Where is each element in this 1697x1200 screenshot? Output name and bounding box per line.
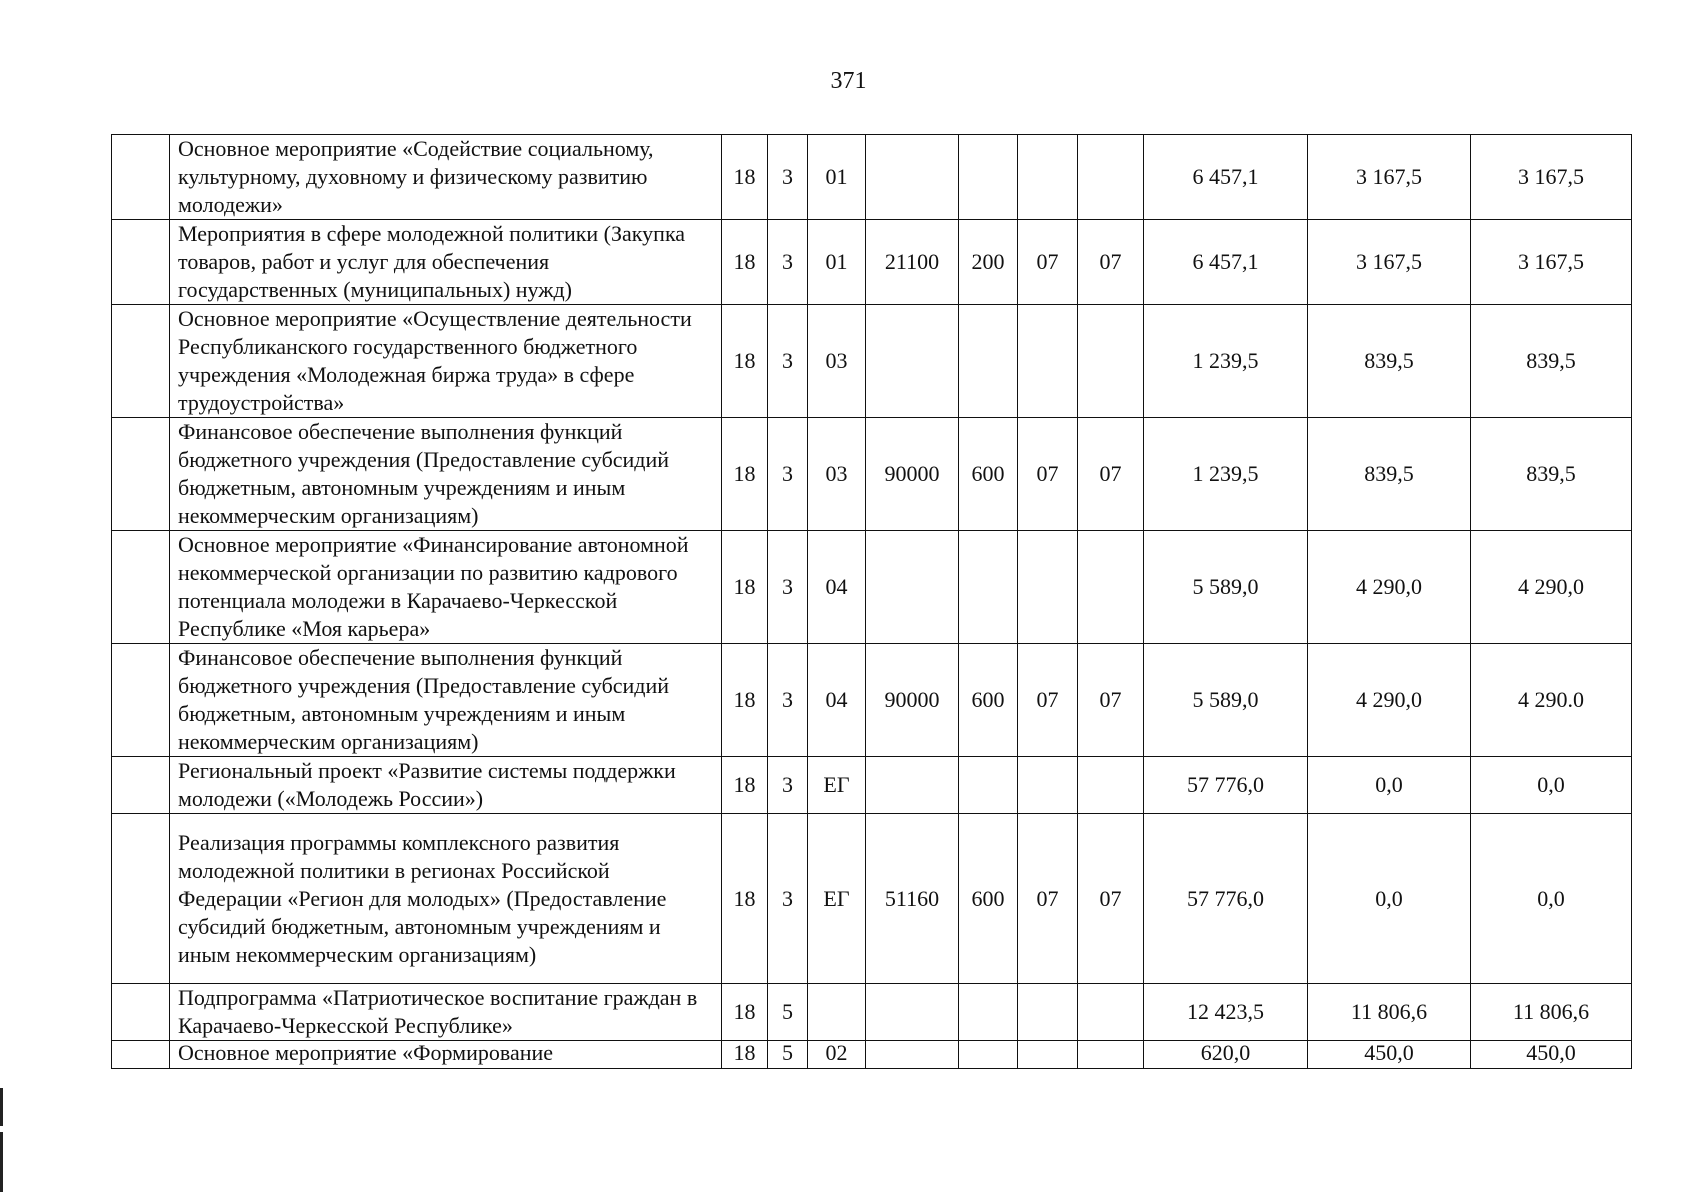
amount-cell: 57 776,0 [1144, 757, 1308, 814]
code-cell [1018, 305, 1078, 418]
code-cell: 07 [1018, 418, 1078, 531]
table-row [112, 644, 1632, 757]
code-cell: 18 [722, 135, 768, 220]
code-cell: 18 [722, 644, 768, 757]
code-cell [1078, 1041, 1144, 1069]
amount-cell: 1 239,5 [1144, 305, 1308, 418]
code-cell: 600 [959, 644, 1018, 757]
table-row [112, 305, 1632, 418]
table-row [112, 220, 1632, 305]
code-cell: 04 [808, 531, 866, 644]
code-cell: ЕГ [808, 814, 866, 984]
amount-cell: 4 290.0 [1471, 644, 1632, 757]
empty-cell [112, 984, 170, 1041]
code-cell [1018, 984, 1078, 1041]
code-cell [866, 305, 959, 418]
row-description: Основное мероприятие «Формирование [170, 1041, 722, 1069]
table-row [112, 814, 1632, 984]
code-cell [1018, 1041, 1078, 1069]
amount-cell: 6 457,1 [1144, 220, 1308, 305]
code-cell: 03 [808, 305, 866, 418]
amount-cell: 839,5 [1471, 418, 1632, 531]
code-cell [1078, 984, 1144, 1041]
code-cell: 51160 [866, 814, 959, 984]
code-cell: 3 [768, 814, 808, 984]
empty-cell [112, 1041, 170, 1069]
amount-cell: 450,0 [1471, 1041, 1632, 1069]
scan-edge-mark [0, 1088, 3, 1126]
code-cell: 18 [722, 757, 768, 814]
table-row [112, 1041, 1632, 1069]
code-cell [866, 531, 959, 644]
code-cell [1078, 135, 1144, 220]
amount-cell: 0,0 [1471, 757, 1632, 814]
code-cell: 07 [1078, 814, 1144, 984]
table-row [112, 984, 1632, 1041]
code-cell: 90000 [866, 418, 959, 531]
code-cell [1078, 757, 1144, 814]
amount-cell: 450,0 [1308, 1041, 1471, 1069]
amount-cell: 5 589,0 [1144, 644, 1308, 757]
empty-cell [112, 220, 170, 305]
code-cell: 07 [1078, 418, 1144, 531]
amount-cell: 0,0 [1471, 814, 1632, 984]
code-cell: 3 [768, 418, 808, 531]
code-cell [959, 531, 1018, 644]
amount-cell: 0,0 [1308, 814, 1471, 984]
code-cell: 5 [768, 1041, 808, 1069]
code-cell: 18 [722, 531, 768, 644]
table-body [112, 135, 1632, 1069]
code-cell: 18 [722, 984, 768, 1041]
code-cell: ЕГ [808, 757, 866, 814]
code-cell: 01 [808, 135, 866, 220]
row-description: Мероприятия в сфере молодежной политики (Закупка товаров, работ и услуг для обеспечения государственных (муниципальных) нужд) [170, 220, 722, 305]
scan-edge-mark [0, 1132, 3, 1192]
code-cell [1018, 757, 1078, 814]
empty-cell [112, 418, 170, 531]
amount-cell: 3 167,5 [1308, 220, 1471, 305]
table-row [112, 531, 1632, 644]
budget-table [111, 134, 1632, 1069]
code-cell [808, 984, 866, 1041]
code-cell: 04 [808, 644, 866, 757]
code-cell: 3 [768, 757, 808, 814]
code-cell: 21100 [866, 220, 959, 305]
amount-cell: 57 776,0 [1144, 814, 1308, 984]
code-cell: 07 [1018, 220, 1078, 305]
code-cell [866, 135, 959, 220]
code-cell: 07 [1018, 644, 1078, 757]
empty-cell [112, 135, 170, 220]
code-cell [1078, 305, 1144, 418]
amount-cell: 4 290,0 [1308, 644, 1471, 757]
amount-cell: 6 457,1 [1144, 135, 1308, 220]
row-description: Основное мероприятие «Содействие социальному, культурному, духовному и физическому развитию молодежи» [170, 135, 722, 220]
code-cell: 18 [722, 418, 768, 531]
code-cell: 90000 [866, 644, 959, 757]
row-description: Региональный проект «Развитие системы поддержки молодежи («Молодежь России») [170, 757, 722, 814]
code-cell: 3 [768, 135, 808, 220]
amount-cell: 11 806,6 [1308, 984, 1471, 1041]
empty-cell [112, 644, 170, 757]
amount-cell: 839,5 [1308, 418, 1471, 531]
code-cell [866, 757, 959, 814]
empty-cell [112, 305, 170, 418]
code-cell: 07 [1078, 644, 1144, 757]
amount-cell: 620,0 [1144, 1041, 1308, 1069]
code-cell: 18 [722, 305, 768, 418]
row-description: Реализация программы комплексного развития молодежной политики в регионах Российской Федерации «Регион для молодых» (Предоставление субсидий бюджетным, автономным учреждениям и иным некоммерческим организациям) [170, 814, 722, 984]
code-cell: 3 [768, 220, 808, 305]
table-row [112, 757, 1632, 814]
amount-cell: 3 167,5 [1471, 220, 1632, 305]
row-description: Подпрограмма «Патриотическое воспитание граждан в Карачаево-Черкесской Республике» [170, 984, 722, 1041]
code-cell: 5 [768, 984, 808, 1041]
row-description: Финансовое обеспечение выполнения функций бюджетного учреждения (Предоставление субсидий бюджетным, автономным учреждениям и иным некоммерческим организациям) [170, 418, 722, 531]
code-cell: 07 [1018, 814, 1078, 984]
row-description: Основное мероприятие «Финансирование автономной некоммерческой организации по развитию кадрового потенциала молодежи в Карачаево-Черкесской Республике «Моя карьера» [170, 531, 722, 644]
code-cell [959, 135, 1018, 220]
code-cell: 3 [768, 305, 808, 418]
code-cell [959, 1041, 1018, 1069]
empty-cell [112, 814, 170, 984]
code-cell [959, 757, 1018, 814]
code-cell: 200 [959, 220, 1018, 305]
code-cell: 03 [808, 418, 866, 531]
amount-cell: 11 806,6 [1471, 984, 1632, 1041]
amount-cell: 839,5 [1308, 305, 1471, 418]
code-cell: 3 [768, 644, 808, 757]
code-cell: 600 [959, 814, 1018, 984]
code-cell: 3 [768, 531, 808, 644]
code-cell [1078, 531, 1144, 644]
code-cell: 18 [722, 814, 768, 984]
code-cell [866, 1041, 959, 1069]
code-cell [1018, 531, 1078, 644]
row-description: Финансовое обеспечение выполнения функций бюджетного учреждения (Предоставление субсидий бюджетным, автономным учреждениям и иным некоммерческим организациям) [170, 644, 722, 757]
amount-cell: 1 239,5 [1144, 418, 1308, 531]
code-cell [866, 984, 959, 1041]
code-cell: 02 [808, 1041, 866, 1069]
code-cell: 18 [722, 220, 768, 305]
amount-cell: 4 290,0 [1471, 531, 1632, 644]
code-cell: 18 [722, 1041, 768, 1069]
amount-cell: 3 167,5 [1471, 135, 1632, 220]
empty-cell [112, 757, 170, 814]
empty-cell [112, 531, 170, 644]
amount-cell: 839,5 [1471, 305, 1632, 418]
amount-cell: 5 589,0 [1144, 531, 1308, 644]
amount-cell: 0,0 [1308, 757, 1471, 814]
code-cell [1018, 135, 1078, 220]
code-cell [959, 305, 1018, 418]
code-cell: 600 [959, 418, 1018, 531]
table-row [112, 135, 1632, 220]
amount-cell: 12 423,5 [1144, 984, 1308, 1041]
amount-cell: 4 290,0 [1308, 531, 1471, 644]
code-cell: 07 [1078, 220, 1144, 305]
table-row [112, 418, 1632, 531]
amount-cell: 3 167,5 [1308, 135, 1471, 220]
code-cell: 01 [808, 220, 866, 305]
page-number: 371 [830, 68, 867, 94]
code-cell [959, 984, 1018, 1041]
row-description: Основное мероприятие «Осуществление деятельности Республиканского государственного бюджетного учреждения «Молодежная биржа труда» в сфере трудоустройства» [170, 305, 722, 418]
